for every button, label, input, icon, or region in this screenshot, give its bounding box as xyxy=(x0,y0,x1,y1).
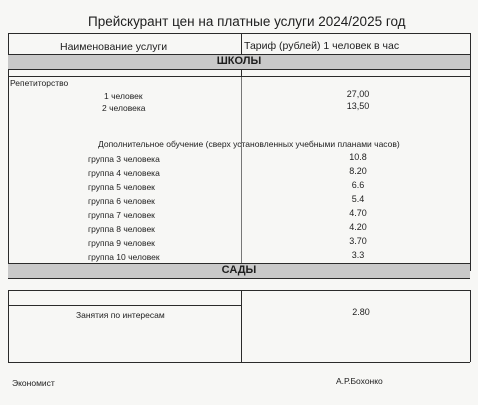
gardens-row-separator xyxy=(8,305,241,306)
gardens-table-bottom xyxy=(8,362,470,363)
footer-signature: А.Р.Бохонко xyxy=(336,376,383,386)
extra-row-name: группа 5 человек xyxy=(88,182,155,192)
tutoring-row-1-name: 1 человек xyxy=(104,91,143,101)
extra-row-price: 6.6 xyxy=(351,180,365,190)
gardens-table-top xyxy=(8,290,470,291)
header-service-label: Наименование услуги xyxy=(60,41,168,53)
tutoring-row-2-name: 2 человека xyxy=(102,103,146,113)
extra-row-price: 4.70 xyxy=(349,208,367,218)
tutoring-row-2-price: 13,50 xyxy=(346,101,370,111)
gardens-row-name: Занятия по интересам xyxy=(76,310,165,320)
tutoring-label: Репетиторство xyxy=(10,78,69,88)
document-title: Прейскурант цен на платные услуги 2024/2025 год xyxy=(88,14,406,29)
extra-row-price: 3.3 xyxy=(351,250,365,260)
section-band-gardens xyxy=(8,263,470,279)
table-right-border xyxy=(470,33,471,271)
extra-row-name: группа 3 человека xyxy=(88,154,160,164)
extra-row-name: группа 8 человек xyxy=(88,224,155,234)
extra-row-price: 5.4 xyxy=(351,194,365,204)
gardens-row-price: 2.80 xyxy=(352,307,370,317)
extra-row-name: группа 10 человек xyxy=(88,252,160,262)
extra-row-price: 10.8 xyxy=(349,152,367,162)
tutoring-row-1-price: 27,00 xyxy=(346,89,370,99)
gardens-table-right xyxy=(470,290,471,362)
table-column-divider-lower xyxy=(241,76,242,264)
gardens-table-left xyxy=(8,290,9,362)
extra-row-name: группа 9 человек xyxy=(88,238,155,248)
extra-education-label: Дополнительное обучение (сверх установленных учебными планами часов) xyxy=(98,139,400,149)
extra-row-name: группа 6 человек xyxy=(88,196,155,206)
extra-row-name: группа 4 человека xyxy=(88,168,160,178)
table-top-border xyxy=(8,33,470,34)
header-tariff-label: Тариф (рублей) 1 человек в час xyxy=(244,40,400,52)
gardens-column-divider xyxy=(241,290,242,362)
extra-row-name: группа 7 человек xyxy=(88,210,155,220)
section-band-schools xyxy=(8,54,470,70)
footer-position: Экономист xyxy=(12,378,55,388)
section-title-gardens: САДЫ xyxy=(221,264,257,276)
extra-row-price: 4.20 xyxy=(349,222,367,232)
extra-row-price: 8.20 xyxy=(349,166,367,176)
section-title-schools: ШКОЛЫ xyxy=(216,55,262,67)
row-separator xyxy=(8,76,470,77)
extra-row-price: 3.70 xyxy=(349,236,367,246)
